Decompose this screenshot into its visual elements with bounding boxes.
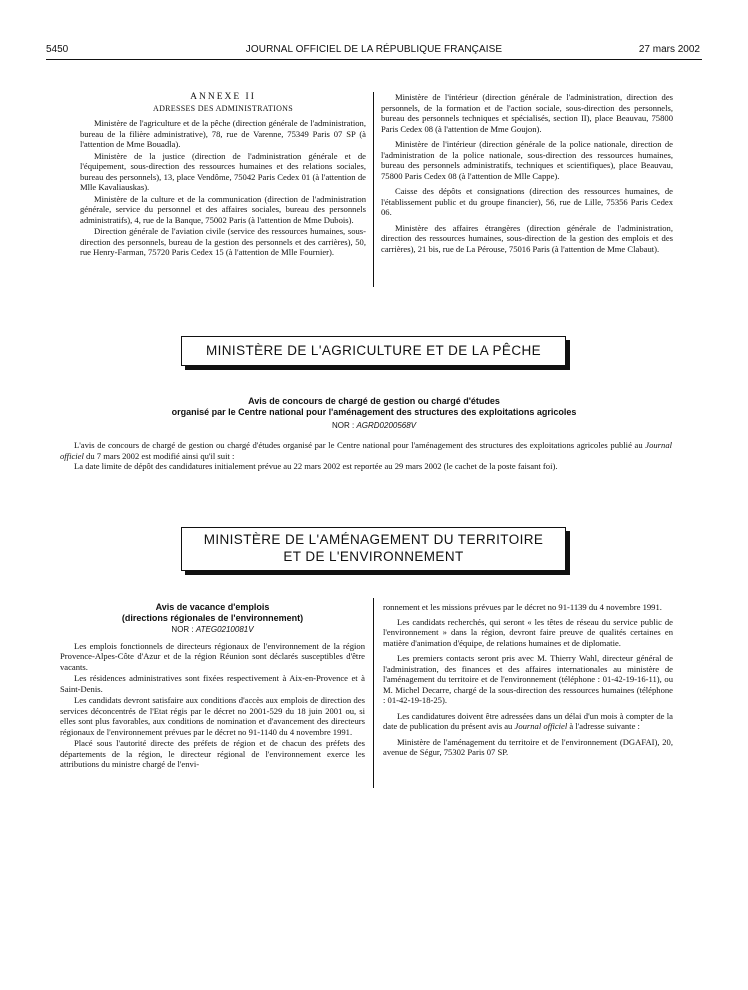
annexe-paragraph: Ministère de l'intérieur (direction générale de l'administration, direction des personnels, de la formation et de l'action sociale, sous-direction des personnels, bureau des personnels techniques et spécialisés, section II), place Beauvau, 75800 Paris Cedex 08 (à l'attention de Mme Goujon). xyxy=(381,92,673,134)
annexe-paragraph: Ministère de la justice (direction de l'administration générale et de l'équipement, sous-direction des ressources humaines et des relations sociales, bureau des personnels), 13, place Vendôme, 75042 Paris Cedex 01 (à l'attention de Mlle Kavaliauskas). xyxy=(80,150,366,192)
env-left-column xyxy=(60,602,365,771)
annexe-right-column xyxy=(381,92,673,255)
annexe-paragraph: Ministère de l'intérieur (direction générale de la police nationale, direction de l'administration de la police nationale, sous-direction des ressources humaines, bureau des personnels administratifs, techniques et scientifiques), place Beauvau, 75800 Paris Cedex 08 (à l'attention de Mlle Cappe). xyxy=(381,139,673,181)
env-paragraph: Les premiers contacts seront pris avec M. Thierry Wahl, directeur général de l'administration, des finances et des affaires internationales au ministère de l'aménagement du territoire et de l'environnement (téléphone : 01-42-19-16-11), ou M. Michel Decarre, chargé de la sous-direction des ressources humaines (téléphone : 01-42-19-18-25). xyxy=(383,653,673,705)
nor-code: AGRD0200568V xyxy=(356,421,417,430)
env-paragraph: Les emplois fonctionnels de directeurs régionaux de l'environnement de la région Provence-Alpes-Côte d'Azur et de la région Réunion sont déclarés susceptibles d'être vacants. xyxy=(60,640,365,672)
agri-para1-text: L'avis de concours de chargé de gestion ou chargé d'études organisé par le Centre national pour l'aménagement des structures des exploitations agricoles publié au xyxy=(74,440,643,450)
env-avis-title-line2: (directions régionales de l'environnement) xyxy=(121,613,304,623)
agri-paragraph: La date limite de dépôt des candidatures initialement prévue au 22 mars 2002 est reportée au 29 mars 2002 (le cachet de la poste faisant foi). xyxy=(74,461,558,471)
annexe-paragraph: Caisse des dépôts et consignations (direction des ressources humaines, de l'établissement public et du groupe financier), 56, rue de Lille, 75356 Paris Cedex 06. xyxy=(381,186,673,217)
env-avis-title-line1: Avis de vacance d'emplois xyxy=(155,602,270,612)
journal-officiel-ref: Journal officiel xyxy=(60,440,672,461)
column-divider-bottom xyxy=(373,598,374,788)
page-number: 5450 xyxy=(46,44,69,55)
journal-officiel-ref: Journal officiel xyxy=(514,721,568,731)
ministry-agriculture-box xyxy=(181,336,566,366)
env-candidates-text-end: à l'adresse suivante : xyxy=(569,721,640,731)
agri-avis-title xyxy=(80,396,668,418)
nor-label: NOR : xyxy=(171,625,194,634)
journal-title: JOURNAL OFFICIEL DE LA RÉPUBLIQUE FRANÇAISE xyxy=(245,44,503,55)
env-nor xyxy=(60,625,365,636)
annexe-left-column xyxy=(80,92,366,259)
env-paragraph: Les candidats devront satisfaire aux conditions d'accès aux emplois de direction des services déconcentrés de l'Etat régis par le décret no 2001-529 du 18 juin 2001 ou, si elles sont plus favorables, aux conditions de nomination et d'avancement des directeurs régionaux de l'environnement prévues par le décret no 91-1140 du 4 novembre 1991. xyxy=(60,695,365,737)
nor-code: ATEG0210081V xyxy=(195,625,254,634)
env-avis-title xyxy=(60,602,365,624)
agri-body xyxy=(60,440,672,472)
env-address: Ministère de l'aménagement du territoire et de l'environnement (DGAFAI), 20, avenue de Ségur, 75302 Paris 07 SP. xyxy=(383,736,673,757)
env-paragraph: ronnement et les missions prévues par le décret no 91-1139 du 4 novembre 1991. xyxy=(383,602,662,612)
env-right-column xyxy=(383,602,673,759)
column-divider-top xyxy=(373,92,374,287)
issue-date: 27 mars 2002 xyxy=(638,44,700,55)
ministry-environment-title-line2: ET DE L'ENVIRONNEMENT xyxy=(283,549,464,564)
env-paragraph: Placé sous l'autorité directe des préfets de région et de chacun des préfets des départements de la région, le directeur régional de l'environnement exerce les attributions du ministre chargé de l'envi- xyxy=(60,738,365,769)
nor-label: NOR : xyxy=(331,421,355,430)
agri-avis-title-line2: organisé par le Centre national pour l'aménagement des structures des exploitations agricoles xyxy=(171,407,577,417)
annexe-title: ANNEXE II xyxy=(190,92,256,102)
ministry-environment-title-line1: MINISTÈRE DE L'AMÉNAGEMENT DU TERRITOIRE xyxy=(203,532,544,547)
agri-nor xyxy=(80,421,668,430)
agri-avis-title-line1: Avis de concours de chargé de gestion ou chargé d'études xyxy=(248,396,500,406)
ministry-environment-box xyxy=(181,527,566,571)
ministry-agriculture-title: MINISTÈRE DE L'AGRICULTURE ET DE LA PÊCHE xyxy=(205,343,542,358)
header-rule xyxy=(46,59,702,60)
agri-para1-text-end: du 7 mars 2002 est modifié ainsi qu'il suit : xyxy=(86,450,235,461)
env-paragraph: Les résidences administratives sont fixées respectivement à Aix-en-Provence et à Saint-Denis. xyxy=(60,673,365,694)
annexe-paragraph: Ministère des affaires étrangères (direction générale de l'administration, direction des ressources humaines, sous-direction de la gestion des emplois et des carrières), 21 bis, rue de La Pérouse, 75016 Paris (à l'attention de Mme Clabaut). xyxy=(381,222,673,254)
annexe-paragraph: Ministère de l'agriculture et de la pêche (direction générale de l'administration, bureau de la filière administrative), 78, rue de Varenne, 75349 Paris 07 SP (à l'attention de Mme Bouadla). xyxy=(80,118,366,149)
annexe-subtitle: ADRESSES DES ADMINISTRATIONS xyxy=(153,103,293,113)
env-paragraph: Les candidats recherchés, qui seront « les têtes de réseau du service public de l'environnement » dans la région, devront faire preuve de qualités certaines en matière d'animation d'équipe, de relations humaines et de diplomatie. xyxy=(383,616,673,648)
env-paragraph xyxy=(383,711,673,732)
annexe-paragraph: Ministère de la culture et de la communication (direction de l'administration générale, service du personnel et des affaires sociales, bureau des personnels administratifs), 4, rue de la Banque, 75002 Paris (à l'attention de Mme Dubois). xyxy=(80,193,366,225)
agri-paragraph xyxy=(60,440,672,461)
env-candidates-text: Les candidatures doivent être adressées dans un délai d'un mois à compter de la date de publication du présent avis au xyxy=(383,710,673,731)
annexe-paragraph: Direction générale de l'aviation civile (service des ressources humaines, sous-direction des personnels, bureau de la gestion des personnels et des carrières), 50, rue Henry-Farman, 75720 Paris Cedex 15 (à l'attention de Mlle Fournier). xyxy=(80,226,366,257)
